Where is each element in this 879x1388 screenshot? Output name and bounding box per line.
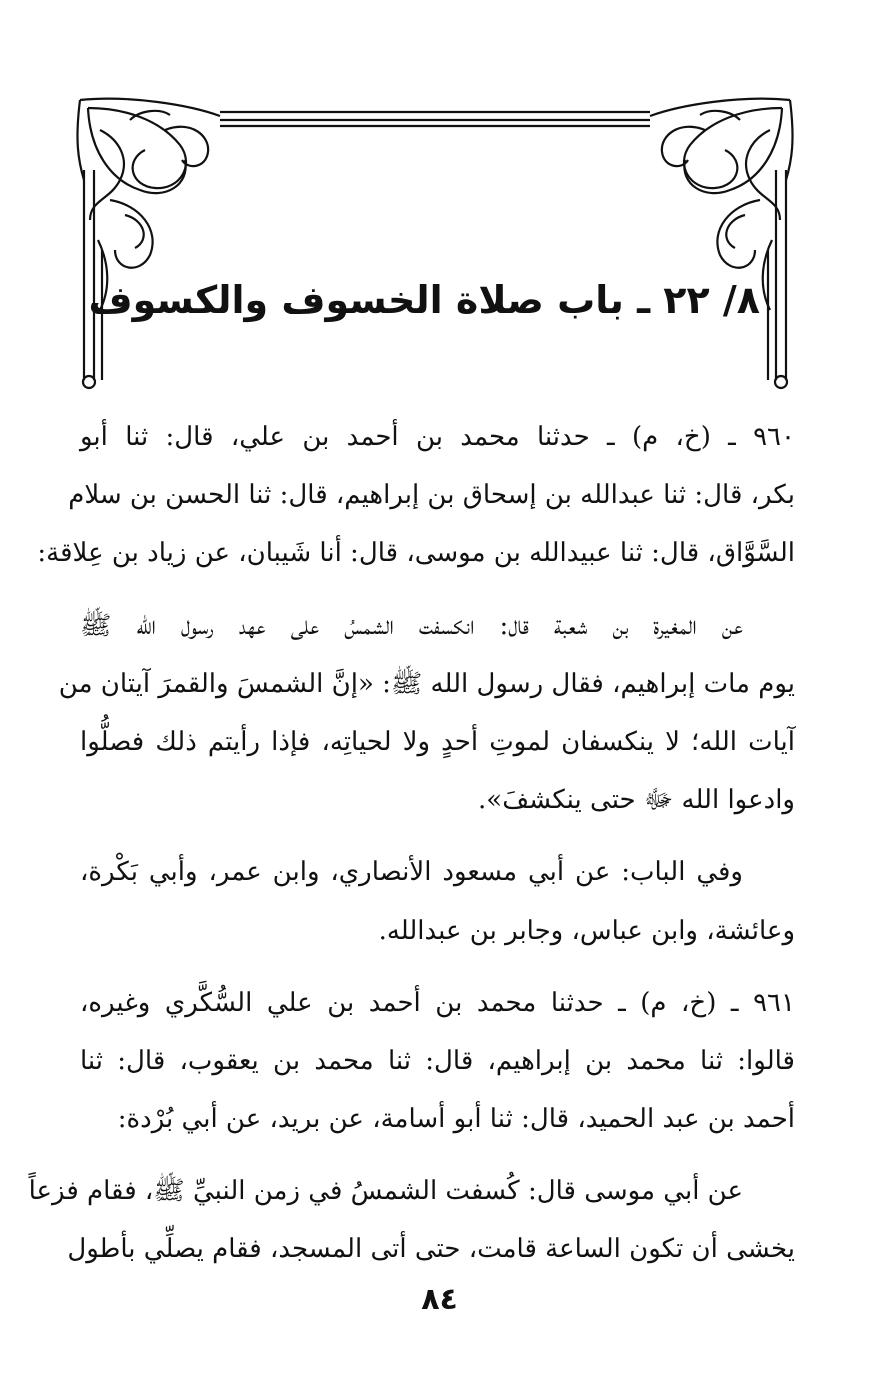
text-line: قالوا: ثنا محمد بن إبراهيم، قال: ثنا محمد بن يعقوب، قال: ثنا [80, 1045, 795, 1076]
body-text [28, 408, 795, 1293]
text-line: وادعوا الله ﷻ حتى ينكشفَ». [478, 785, 795, 816]
text-line: يخشى أن تكون الساعة قامت، حتى أتى المسجد، فقام يصلِّي بأطول [67, 1234, 795, 1265]
page-number: ٨٤ [421, 1282, 458, 1317]
text-line: ٩٦١ ـ (خ، م) ـ حدثنا محمد بن أحمد بن علي السُّكَّري وغيره، [80, 987, 795, 1018]
text-line: يوم مات إبراهيم، فقال رسول الله ﷺ: «إنَّ الشمسَ والقمرَ آيتان من [58, 668, 795, 699]
text-line: وفي الباب: عن أبي مسعود الأنصاري، وابن عمر، وأبي بَكْرة، [80, 857, 743, 888]
text-line: وعائشة، وابن عباس، وجابر بن عبدالله. [378, 915, 795, 946]
paragraph-hadith-961-isnad [80, 974, 795, 1149]
text-line: أحمد بن عبد الحميد، قال: ثنا أبو أسامة، عن بريد، عن أبي بُرْدة: [117, 1104, 795, 1135]
text-line: آيات الله؛ لا ينكسفان لموتِ أحدٍ ولا لحياتِه، فإذا رأيتم ذلك فصلُّوا [80, 726, 795, 757]
paragraph-hadith-960-isnad [37, 408, 795, 583]
paragraph-also-in-chapter [80, 843, 795, 959]
text-line: السَّوَّاق، قال: ثنا عبيدالله بن موسى، قال: أنا شَيبان، عن زياد بن عِلاقة: [37, 538, 795, 569]
text-line: عن أبي موسى قال: كُسفت الشمسُ في زمن النبيِّ ﷺ، فقام فزعاً [28, 1176, 743, 1207]
ornamental-frame [70, 90, 800, 395]
text-line: ٩٦٠ ـ (خ، م) ـ حدثنا محمد بن أحمد بن علي، قال: ثنا أبو [80, 422, 795, 452]
paragraph-hadith-961-matn [28, 1162, 795, 1278]
chapter-title: ٨/ ٢٢ ـ باب صلاة الخسوف والكسوف [88, 278, 760, 322]
text-line: عن المغيرة بن شعبة قال: انكسفت الشمسُ على عهد رسول الله ﷺ [80, 610, 743, 641]
paragraph-hadith-960-matn [58, 597, 795, 830]
text-line: بكر، قال: ثنا عبدالله بن إسحاق بن إبراهيم، قال: ثنا الحسن بن سلام [68, 480, 795, 511]
